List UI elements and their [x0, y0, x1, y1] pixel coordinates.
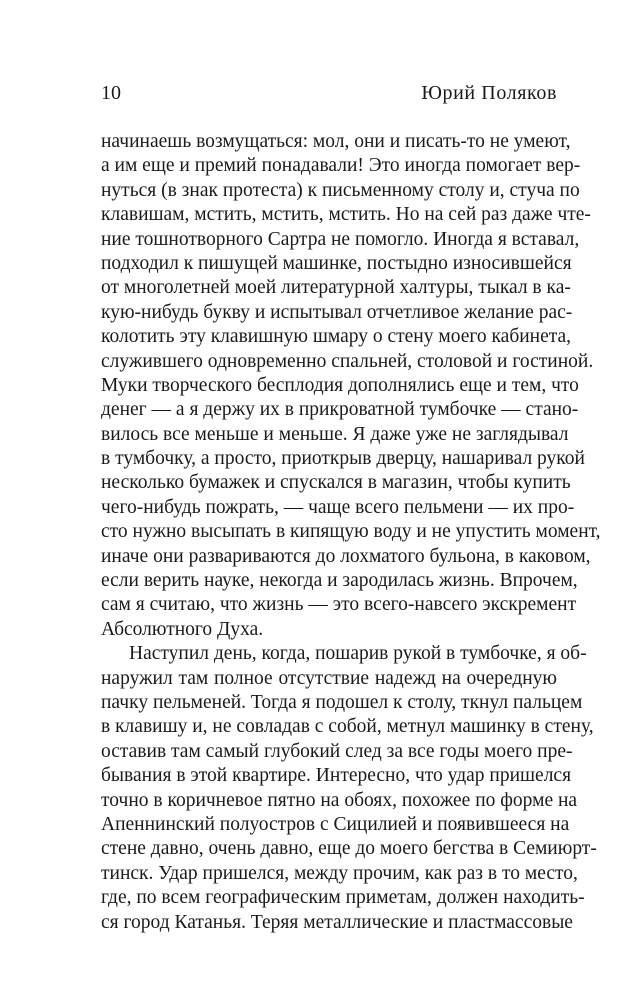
text-line: сам я считаю, что жизнь — это всего-навсего экскремент [101, 594, 577, 616]
page-number: 10 [101, 82, 121, 104]
text-line: вилось все меньше и меньше. Я даже уже не заглядывал [101, 423, 569, 445]
text-line: тинск. Удар пришелся, между прочим, как раз в то место, [101, 862, 578, 884]
text-line: сто нужно высыпать в кипящую воду и не упустить момент, [101, 521, 601, 543]
text-line: несколько бумажек и спускался в магазин, чтобы купить [101, 472, 571, 494]
text-line: наружил там полное отсутствие надежд на очередную [101, 667, 557, 689]
text-line: Муки творческого бесплодия дополнялись еще и тем, что [101, 374, 579, 396]
text-line: пачку пельменей. Тогда я подошел к столу, ткнул пальцем [101, 691, 583, 713]
text-line: служившего одновременно спальней, столовой и гостиной. [101, 350, 594, 372]
text-line: стене давно, очень давно, еще до моего бегства в Семиюрт- [101, 838, 597, 860]
text-line: Апеннинский полуостров с Сицилией и появившееся на [101, 813, 570, 835]
running-head-author: Юрий Поляков [421, 82, 557, 104]
text-line: в клавишу и, не совладав с собой, метнул машинку в стену, [101, 716, 594, 738]
text-line: подходил к пишущей машинке, постыдно износившейся [101, 252, 572, 274]
text-line: клавишам, мстить, мстить, мстить. Но на сей раз даже чте- [101, 204, 591, 226]
text-line: а им еще и премий понадавали! Это иногда помогает вер- [101, 155, 581, 177]
text-line: где, по всем географическим приметам, должен находить- [101, 887, 585, 909]
text-line: ся город Катанья. Теряя металлические и пластмассовые [101, 911, 573, 933]
text-line: ние тошнотворного Сартра не помогло. Иногда я вставал, [101, 228, 580, 250]
text-line: иначе они развариваются до лохматого бульона, в каковом, [101, 545, 591, 567]
text-line: начинаешь возмущаться: мол, они и писать-то не умеют, [101, 131, 571, 152]
body-text [101, 130, 601, 935]
paragraph-last-line: Абсолютного Духа. [101, 618, 264, 640]
text-line: колотить эту клавишную шмару о стену моего кабинета, [101, 326, 572, 348]
text-line: точно в коричневое пятно на обоях, похожее по форме на [101, 789, 578, 811]
book-page [101, 0, 601, 1000]
text-line: нуться (в знак протеста) к письменному столу и, стуча по [101, 179, 580, 201]
text-line: кую-нибудь букву и испытывал отчетливое желание рас- [101, 301, 573, 323]
paragraph-first-line: Наступил день, когда, пошарив рукой в тумбочке, я об- [129, 643, 587, 665]
text-line: денег — а я держу их в прикроватной тумбочке — стано- [101, 399, 579, 421]
page-header [101, 82, 557, 112]
text-line: в тумбочку, а просто, приоткрыв дверцу, нашаривал рукой [101, 448, 585, 470]
text-line: чего-нибудь пожрать, — чаще всего пельмени — их про- [101, 496, 575, 518]
text-line: бывания в этой квартире. Интересно, что удар пришелся [101, 765, 572, 787]
text-line: если верить науке, некогда и зародилась жизнь. Впрочем, [101, 570, 578, 592]
text-line: оставив там самый глубокий след за все годы моего пре- [101, 740, 573, 762]
text-line: от многолетней моей литературной халтуры, тыкал в ка- [101, 277, 571, 299]
